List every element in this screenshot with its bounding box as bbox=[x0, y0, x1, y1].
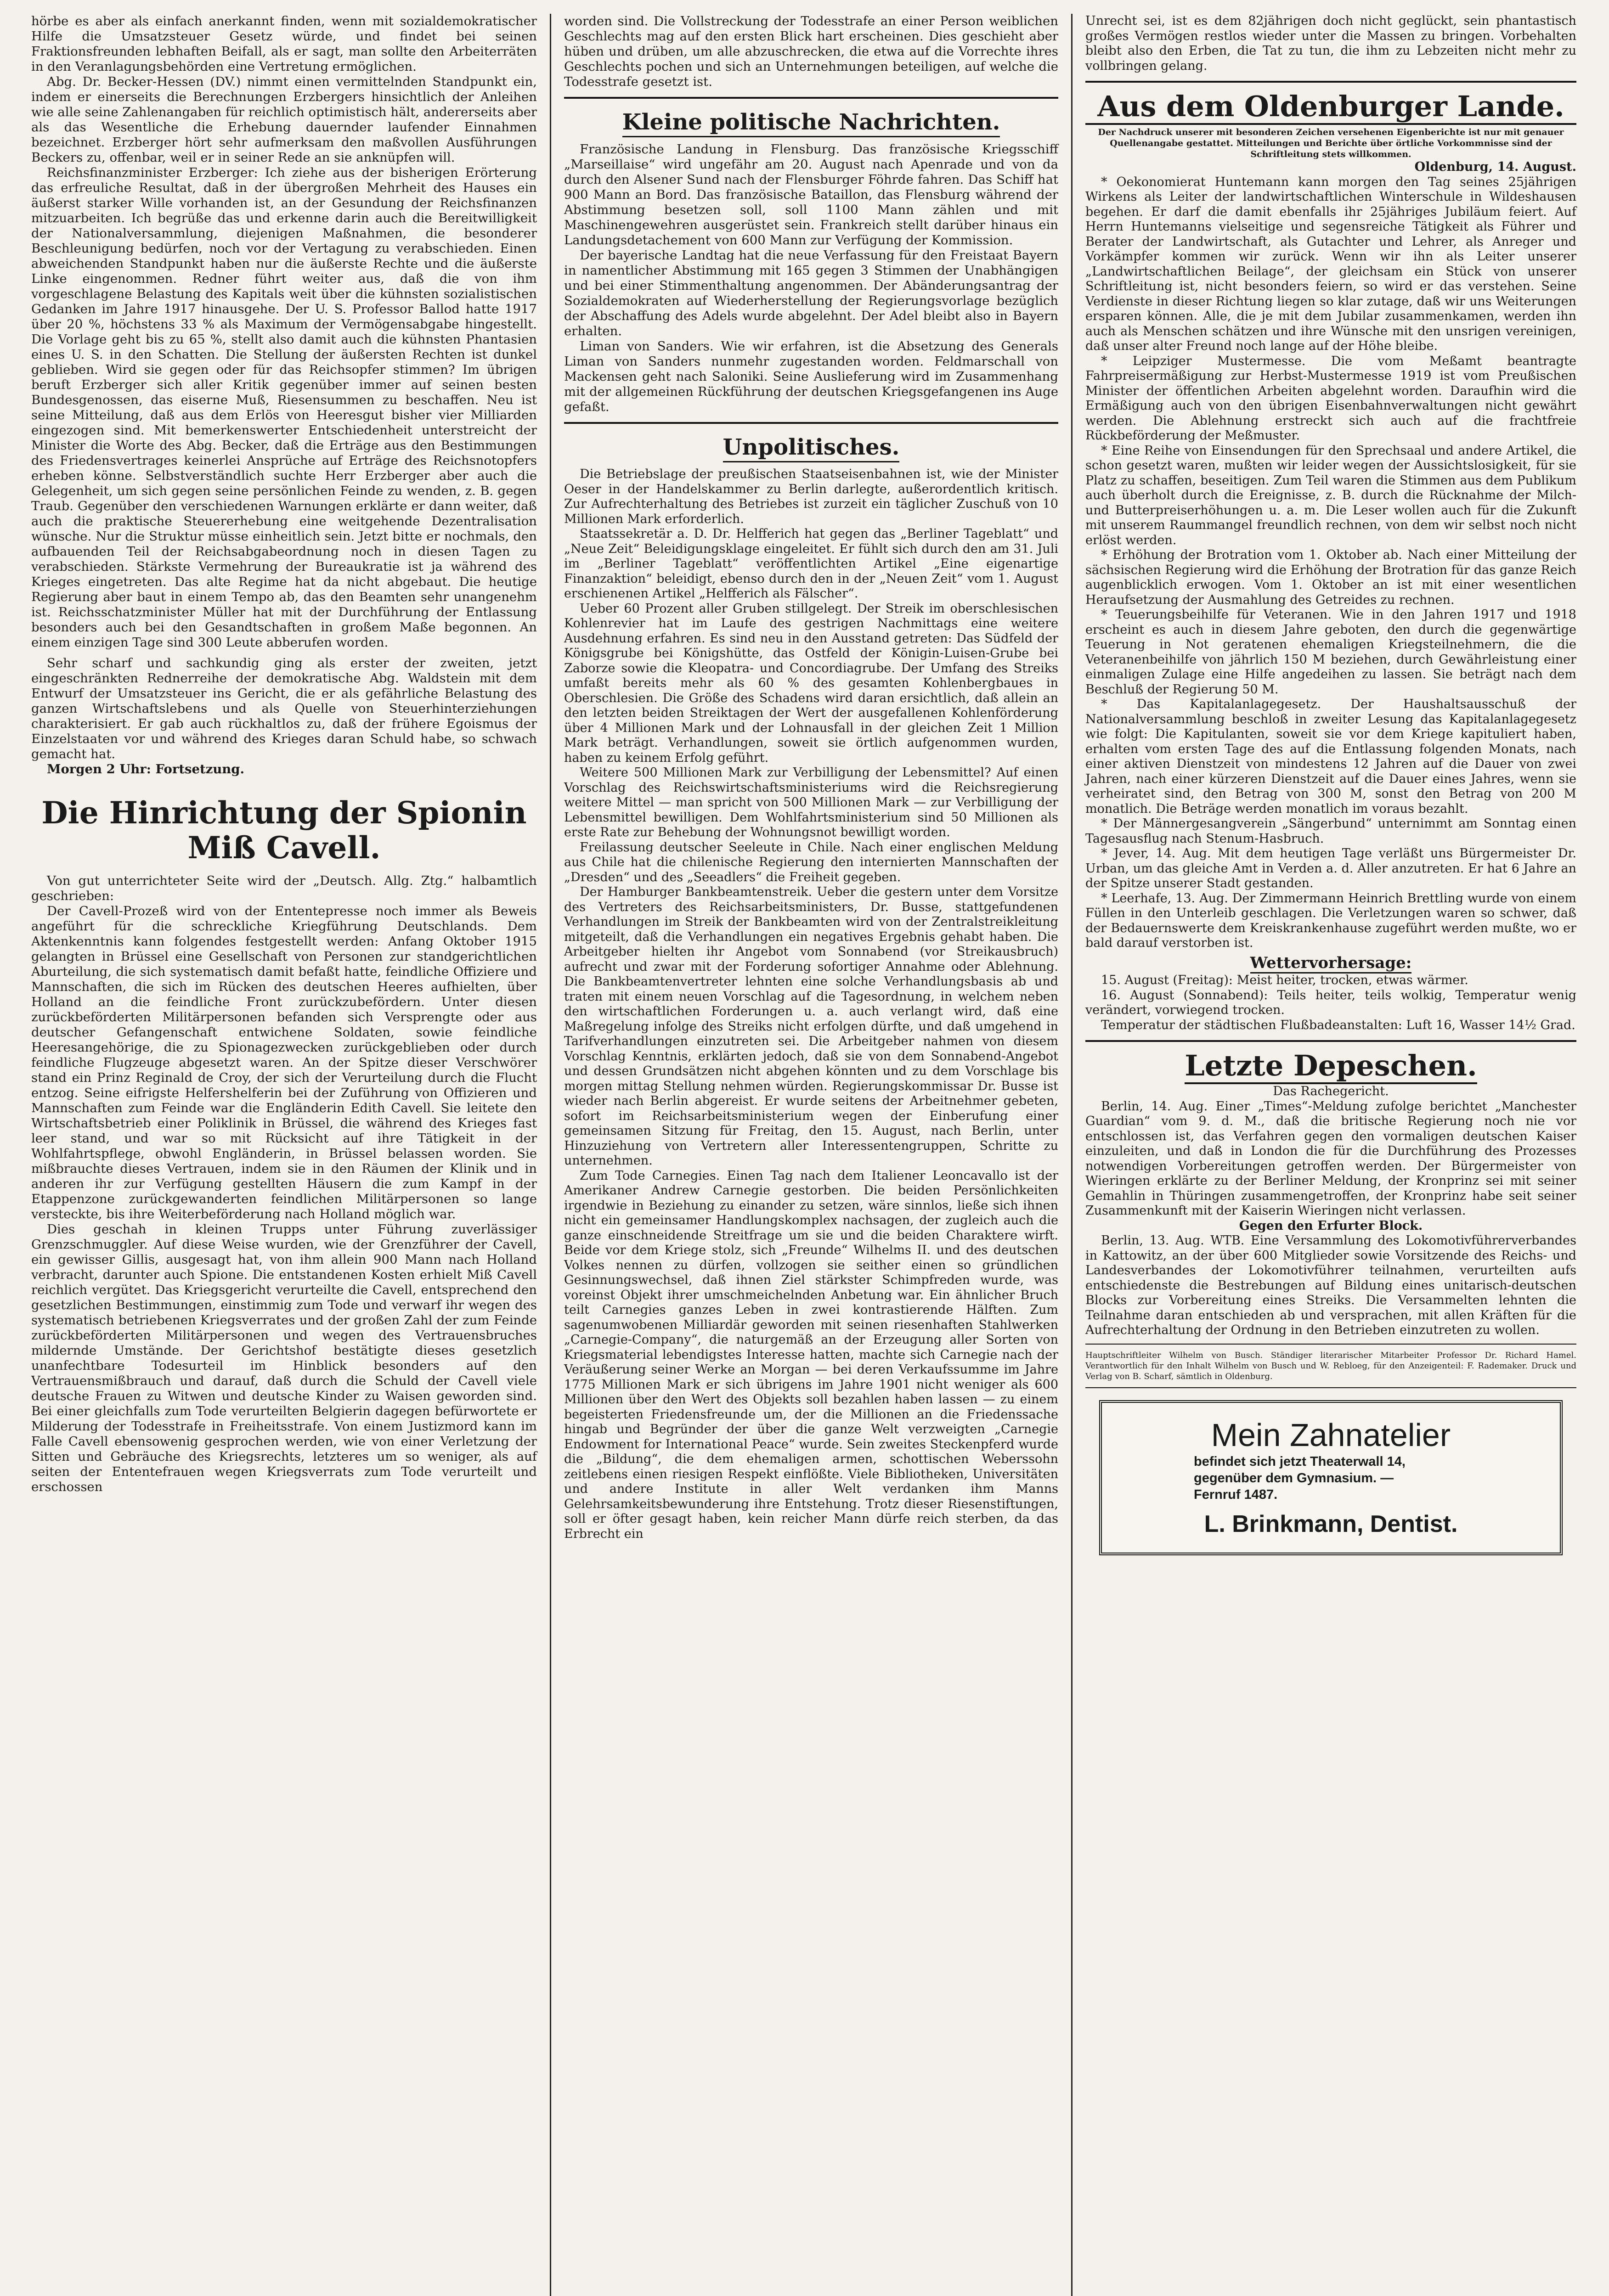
article-text: Liman von Sanders. Wie wir erfahren, ist die Absetzung des Generals Liman von Sanders nunmehr zugestanden worden. Feldmarschall von Mackensen geht nach Saloniki. Seine Auslieferung wird im Zusammenhang mit der allgemeinen Rückführung der deutschen Kriegsgefangenen ins Auge gefaßt. bbox=[564, 339, 1058, 414]
article-text: Dies geschah in kleinen Trupps unter Führung zuverlässiger Grenzschmuggler. Auf diese Weise wurden, wie der Grenzführer der Cavell, ein gewisser Gillis, ausgesagt hat, von ihm allein 900 Mann nach Holland verbracht, darunter auch Spione. Die entstandenen Kosten erhielt Miß Cavell reichlich vergütet. Das Kriegsgericht verurteilte die Cavell, entsprechend den gesetzlichen Bestimmungen, einstimmig zum Tode und verwarf ihr wegen des systematisch betriebenen Kriegsverrates und der großen Zahl der zum Feinde zurückbeförderten Militärpersonen und wegen des Vertrauensbruches mildernde Umstände. Der Gerichtshof bestätigte dieses gesetzlich unanfechtbare Todesurteil im Hinblick besonders auf den Vertrauensmißbrauch und darauf, daß durch die Schuld der Cavell viele deutsche Frauen zu Witwen und deutsche Kinder zu Waisen geworden sind. Bei einer gleichfalls zum Tode verurteilten Belgierin dagegen befürwortete er Milderung der Todesstrafe in Freiheitsstrafe. Von einem Justizmord kann im Falle Cavell ebensowenig gesprochen werden, wie von einer Verletzung der Sitten und Gebräuche des Kriegsrechts, letzteres um so weniger, als auf seiten der Ententefrauen wegen Kriegsverrats zum Tode verurteilt und erschossen bbox=[31, 1222, 537, 1494]
article-text: Berlin, 14. Aug. Einer „Times“-Meldung zufolge berichtet „Manchester Guardian“ vom 9. d. M., daß die britische Regierung noch nie vor entschlossen ist, das Verfahren gegen den vormaligen deutschen Kaiser einzuleiten, und daß in London die für die Durchführung des Prozesses notwendigen Vorbereitungen getroffen werden. Der Bürgermeister von Wieringen erklärte zu der Berliner Meldung, der Kronprinz sei mit seiner Gemahlin in Thüringen zusammengetroffen, der Kronprinz habe seit seiner Zusammenkunft mit der Kaiserin Wieringen nicht verlassen. bbox=[1085, 1099, 1576, 1218]
ad-title: Mein Zahnatelier bbox=[1211, 1417, 1451, 1453]
article-text: * Oekonomierat Huntemann kann morgen den Tag seines 25jährigen Wirkens als Leiter der landwirtschaftlichen Winterschule in Wildeshausen begehen. Er darf die damit ebenfalls ihr 25jähriges Jubiläum feiert. Auf Herrn Huntemanns vielseitige und segensreiche Tätigkeit als Führer und Berater der Landwirtschaft, als Gutachter und Lehrer, als Anreger und Vorkämpfer kommen wir zurück. Wenn wir ihn als Leiter unserer „Landwirtschaftlichen Beilage“, der gleichsam ein Stück von unserer Schriftleitung ist, nicht besonders feiern, so wird er das verstehen. Seine Verdienste in dieser Richtung liegen so klar zutage, daß wir uns Weiterungen ersparen können. Alle, die je mit dem Jubilar zusammenkamen, werden ihn auch als Menschen schätzen und ihre Wünsche mit den unsrigen vereinigen, daß unser alter Freund noch lange auf der Höhe bleibe. bbox=[1085, 174, 1576, 353]
section-heading-depeschen bbox=[1085, 1049, 1576, 1082]
article-text: * Das Kapitalanlagegesetz. Der Haushaltsausschuß der Nationalversammlung beschloß in zweiter Lesung das Kapitalanlagegesetz wie folgt: Die Kapitulanten, soweit sie vor dem Kriege kapituliert haben, erhalten vom ersten Tage des auf die Entlassung folgenden Monats, nach einer aktiven Dienstzeit von mindestens 12 Jahren auf die Dauer von zwei Jahren, nach einer kürzeren Dienstzeit auf die Dauer eines Jahres, wenn sie verheiratet sind, den Betrag von 300 M, sonst den Betrag von 200 M monatlich. Die Beträge werden monatlich im voraus bezahlt. bbox=[1085, 697, 1576, 816]
article-text: Abg. Dr. Becker-Hessen (DV.) nimmt einen vermittelnden Standpunkt ein, indem er einerseits die Berechnungen Erzbergers hinsichtlich der Anleihen wie alle seine Zahlenangaben für reichlich optimistisch hält, andererseits aber als das Wesentliche die Erhebung dauernder laufender Einnahmen bezeichnet. Erzberger hört sehr aufmerksam den maßvollen Ausführungen Beckers zu, offenbar, weil er in seiner Rede an sie anknüpfen will. bbox=[31, 74, 537, 165]
article-text: Zum Tode Carnegies. Einen Tag nach dem Italiener Leoncavallo ist der Amerikaner Andrew Carnegie gestorben. Die beiden Persönlichkeiten irgendwie in Beziehung zu einander zu setzen, wäre sinnlos, ließe sich ihnen nicht ein gemeinsamer Handlungskomplex nachsagen, der zugleich auch die ganze einschneidende Streitfrage um sie und die beiden Charaktere wirft. Beide vor dem Kriege stolz, sich „Freunde“ Wilhelms II. und des deutschen Volkes nennen zu dürfen, vollzogen sie seither einen so gründlichen Gesinnungswechsel, daß ihnen Ziel stärkster Schimpfreden wurde, was voreinst Objekt ihrer umschmeichelnden Anbetung war. Ein ähnlicher Bruch teilt Carnegies ganzes Leben in zwei kontrastierende Hälften. Zum sagenumwobenen Milliardär geworden mit seinen riesenhaften Stahlwerken „Carnegie-Company“, die naturgemäß an der Erzeugung aller Sorten von Kriegsmaterial lebendigstes Interesse hatten, machte sich Carnegie nach der Veräußerung seiner Werke an Morgan — bei deren Verkaufssumme im Jahre 1775 Millionen Mark er sich übrigens im Jahre 1901 nicht weniger als 600 Millionen über den Wert des Objekts soll bezahlen haben lassen — zu einem begeisterten Friedensfreunde um, der die Millionen an die Friedenssache hingab und Begründer der über die ganze Welt verzweigten „Carnegie Endowment for International Peace“ wurde. Sein zweites Steckenpferd wurde die „Bildung“, die dem ehemaligen armen, schottischen Weberssohn zeitlebens einen riesigen Respekt einflößte. Viele Bibliotheken, Universitäten und andere Institute in aller Welt verdanken ihm Manns Gelehrsamkeitsbewunderung ihre Entstehung. Trotz dieser Riesenstiftungen, soll er öfter gesagt haben, kein reicher Mann dürfe reich sterben, da das Erbrecht ein bbox=[564, 1168, 1058, 1541]
column-1 bbox=[18, 14, 551, 2296]
article-text: Reichsfinanzminister Erzberger: Ich ziehe aus der bisherigen Erörterung das erfreuliche Resultat, daß in der übergroßen Mehrheit des Hauses ein äußerst starker Wille vorhanden ist, an der Gesundung der Reichsfinanzen mitzuarbeiten. Ich begrüße das und erkenne darin auch die Bereitwilligkeit der Nationalversammlung, diejenigen Maßnahmen, die besonderer Beschleunigung bedürfen, noch vor der Vertagung zu verabschieden. Einen abweichenden Standpunkt haben nur die äußerste Rechte und die äußerste Linke eingenommen. Redner führt weiter aus, daß die von ihm vorgeschlagene Belastung des Kapitals weit über die kühnsten sozialistischen Gedanken im Jahre 1917 hinausgehe. Der U. S. Professor Ballod hatte 1917 über 20 %, höchstens 33 % als Maximum der Vermögensabgabe hingestellt. Die Vorlage geht bis zu 65 %, stellt also damit auch die kühnsten Phantasien eines U. S. in den Schatten. Die Stellung der äußersten Rechten ist dunkel geblieben. Wird sie gegen oder für das Reichsopfer stimmen? Im übrigen beruft Erzberger sich aller Kritik gegenüber immer auf seinen besten Bundesgenossen, das eiserne Muß, Riesensummen zu beschaffen. Neu ist seine Mitteilung, daß aus dem Erlös von Heeresgut bisher vier Milliarden eingezogen sind. Mit bemerkenswerter Entschiedenheit unterstreicht der Minister die Worte des Abg. Becker, daß die Erträge aus den Bestimmungen des Friedensvertrages keinerlei Ansprüche auf Erträge des Reichsnotopfers erheben könne. Selbstverständlich suchte Herr Erzberger aber auch die Gelegenheit, um sich gegen seine persönlichen Feinde zu wenden, z. B. gegen Traub. Gegenüber den verschiedenen Warnungen erklärte er dann weiter, daß auch die praktische Steuererhebung eine weitgehende Dezentralisation wünsche. Nur die Struktur müsse einheitlich sein. Jetzt bitte er nochmals, den aufbauenden Teil der Reichsabgabeordnung noch in diesen Tagen zu verabschieden. Stärkste Vermehrung der Bureaukratie ist ja während des Krieges eingetreten. Das alte Regime hat da nicht abgebaut. Die heutige Regierung aber baut in einem Tempo ab, das den Beamten sehr unangenehm ist. Reichsschatzminister Müller hat mit der Durchführung der Entlassung besonders auch bei den Gesandtschaften in großem Maße begonnen. An einem einzigen Tage sind 300 Leute abberufen worden. bbox=[31, 165, 537, 650]
imprint: Hauptschriftleiter Wilhelm von Busch. Ständiger literarischer Mitarbeiter Professor Dr. Richard Hamel. Verantwortlich für den Inhalt Wilhelm von Busch und W. Rebloeg, für den Anzeigenteil: F. Rademaker. Druck und Verlag von B. Scharf, sämtlich in Oldenburg. bbox=[1085, 1350, 1576, 1381]
article-text: worden sind. Die Vollstreckung der Todesstrafe an einer Person weiblichen Geschlechts mag auf den ersten Blick hart erscheinen. Dies geschieht aber hüben und drüben, um alle abzuschrecken, die etwa auf die Vorrechte ihres Geschlechts pochen und sich an Unternehmungen beteiligen, auf welche die Todesstrafe gesetzt ist. bbox=[564, 14, 1058, 89]
article-text: Die Betriebslage der preußischen Staatseisenbahnen ist, wie der Minister Oeser in der Handelskammer zu Berlin darlegte, außerordentlich kritisch. Zur Aufrechterhaltung des Betriebes ist zurzeit ein täglicher Zuschuß von 10 Millionen Mark erforderlich. bbox=[564, 467, 1058, 526]
article-text: Französische Landung in Flensburg. Das französische Kriegsschiff „Marseillaise“ wird ungefähr am 20. August nach Apenrade und von da durch den Alsener Sund nach der Flensburger Föhrde fahren. Das Schiff hat 900 Mann an Bord. Das französische Bataillon, das Flensburg während der Abstimmung besetzen soll, soll 1100 Mann zählen und mit Maschinengewehren ausgerüstet sein. Frankreich stellt darüber hinaus ein Landungsdetachement von 600 Mann zur Verfügung der Kommission. bbox=[564, 142, 1058, 248]
article-text: Ueber 60 Prozent aller Gruben stillgelegt. Der Streik im oberschlesischen Kohlenrevier hat im Laufe des gestrigen Nachmittags eine weitere Ausdehnung erfahren. Es sind neu in den Ausstand getreten: Das Südfeld der Königsgrube bei Königshütte, das Ostfeld der Königin-Luisen-Grube bei Zaborze sowie die Kleopatra- und Concordiagrube. Der Umfang des Streiks umfaßt bereits mehr als 60 % des gesamten Kohlenbergbaues in Oberschlesien. Die Größe des Schadens wird daran ersichtlich, daß allein an den letzten beiden Streiktagen der Wert der ausgefallenen Kohlenförderung über 4 Millionen Mark und der Lohnausfall in der gleichen Zeit 1 Million Mark beträgt. Verhandlungen, soweit sie örtlich aufgenommen wurden, haben zu keinem Erfolg geführt. bbox=[564, 601, 1058, 765]
article-text: * Erhöhung der Brotration vom 1. Oktober ab. Nach einer Mitteilung der sächsischen Regierung wird die Erhöhung der Brotration für das ganze Reich augenblicklich erwogen. Vom 1. Oktober an ist mit einer wesentlichen Heraufsetzung der Ausmahlung des Getreides zu rechnen. bbox=[1085, 548, 1576, 607]
article-text: * Eine Reihe von Einsendungen für den Sprechsaal und andere Artikel, die schon gesetzt waren, mußten wir leider wegen der Aussichtslosigkeit, für sie Platz zu schaffen, beseitigen. Zum Teil waren die Stimmen aus dem Publikum auch überholt durch die Ereignisse, z. B. durch die Rücknahme der Milch- und Butterpreiserhöhungen u. a. m. Die Leser wollen auch für die Zukunft mit unserem Raummangel freundlich rechnen, von dem wir selbst noch nicht erlöst werden. bbox=[1085, 443, 1576, 547]
article-text: Weitere 500 Millionen Mark zur Verbilligung der Lebensmittel? Auf einen Vorschlag des Reichswirtschaftsministeriums wird die Reichsregierung weitere Mittel — man spricht von 500 Millionen Mark — zur Verbilligung der Lebensmittel bewilligen. Dem Wohlfahrtsministerium sind 50 Millionen als erste Rate zur Behebung der Wohnungsnot bewilligt worden. bbox=[564, 765, 1058, 839]
headline-cavell: Die Hinrichtung der Spionin Miß Cavell. bbox=[41, 795, 527, 866]
section-heading-text: Unpolitisches. bbox=[723, 434, 900, 462]
newspaper-page bbox=[18, 14, 1589, 2296]
article-text: * Teuerungsbeihilfe für Veteranen. Wie in den Jahren 1917 und 1918 erscheint es auch in diesem Jahre geboten, den durch die gegenwärtige Teuerung in Not geratenen ehemaligen Kriegsteilnehmern, die die Veteranenbeihilfe von jährlich 150 M beziehen, durch Gewährleistung einer einmaligen Zulage eine Hilfe angedeihen zu lassen. Sie beträgt nach dem Beschluß der Regierung 50 M. bbox=[1085, 608, 1576, 697]
advertisement-dentist bbox=[1099, 1400, 1563, 1555]
weather-heading bbox=[1085, 953, 1576, 972]
ad-line: befindet sich jetzt Theaterwall 14, bbox=[1194, 1454, 1406, 1469]
article-text: hörbe es aber als einfach anerkannt finden, wenn mit sozialdemokratischer Hilfe die Umsatzsteuer Gesetz würde, und findet bei seinen Fraktionsfreunden lebhaften Beifall, als er sagt, man sollte den Arbeiterräten in den Veranlagungsbehörden eine Vertretung ermöglichen. bbox=[31, 14, 537, 74]
article-text: Berlin, 13. Aug. WTB. Eine Versammlung des Lokomotivführerverbandes in Kattowitz, an der über 600 Mitglieder sowie Vorsitzende des Reichs- und Landesverbandes der Lokomotivführer teilnahmen, verurteilten aufs entschiedenste die Bestrebungen auf Bildung eines unitarisch-deutschen Blocks zur Vorbereitung eines Streiks. Die Versammelten lehnten die Teilnahme daran entschieden ab und versprachen, mit allen Kräften für die Aufrechterhaltung der Ordnung in den Betrieben einzutreten zu wollen. bbox=[1085, 1233, 1576, 1337]
section-heading-text: Kleine politische Nachrichten. bbox=[622, 109, 1000, 137]
section-divider bbox=[1085, 1387, 1576, 1388]
section-heading bbox=[564, 109, 1058, 135]
section-heading-oldenburg: Aus dem Oldenburger Lande. bbox=[1085, 90, 1576, 125]
reprint-note: Der Nachdruck unserer mit besonderen Zeichen versehenen Eigenberichte ist nur mit genauer Quellenangabe gestattet. Mitteilungen und Berichte über örtliche Vorkommnisse sind der Schriftleitung stets willkommen. bbox=[1098, 127, 1564, 159]
weather-line: Temperatur der städtischen Flußbadeanstalten: Luft 16, Wasser 14½ Grad. bbox=[1101, 1018, 1575, 1032]
weather-line: 16. August (Sonnabend): Teils heiter, teils wolkig, Temperatur wenig verändert, vorwiegend trocken. bbox=[1085, 988, 1576, 1017]
column-3 bbox=[1073, 14, 1589, 2296]
ad-line: Fernruf 1487. bbox=[1194, 1487, 1278, 1502]
column-2 bbox=[551, 14, 1073, 2296]
article-text: Unrecht sei, ist es dem 82jährigen doch nicht geglückt, sein phantastisch großes Vermögen restlos wieder unter die Massen zu bringen. Vorbehalten bleibt also den Erben, die Tat zu tun, die ihm zu Lebzeiten nicht mehr zu vollbringen gelang. bbox=[1085, 14, 1576, 73]
article-text: Der Hamburger Bankbeamtenstreik. Ueber die gestern unter dem Vorsitze des Vertreters des Reichsarbeitsministers, Dr. Busse, stattgefundenen Verhandlungen im Streik der Bankbeamten wird von der Zentralstreikleitung mitgeteilt, daß die Verhandlungen ein negatives Ergebnis gehabt haben. Die Arbeitgeber hielten ihr Angebot vom Sonnabend (vor Streikausbruch) aufrecht und zwar mit der Forderung sofortiger Annahme oder Ablehnung. Die Bankbeamtenvertreter lehnten eine solche Verhandlungsbasis ab und traten mit einem neuen Vorschlag auf die Tagesordnung, in welchem neben den wirtschaftlichen Forderungen u. a. auch verlangt wird, daß eine Maßregelung infolge des Streiks nicht erfolgen dürfte, und daß umgehend in Tarifverhandlungen einzutreten sei. Die Arbeitgeber nahmen von diesem Vorschlag Kenntnis, erklärten jedoch, daß sie von dem Sonnabend-Angebot und dessen Grundsätzen nicht abgehen könnten und zu dem Vorschlage bis morgen mittag Stellung nehmen würden. Regierungskommissar Dr. Busse ist wieder nach Berlin abgereist. Er wurde seitens der Arbeitnehmer gebeten, sofort im Reichsarbeitsministerium wegen der Einberufung einer gemeinsamen Sitzung für Freitag, den 15. August, nach Berlin, unter Hinzuziehung von Vertretern aller Interessentengruppen, Schritte zu unternehmen. bbox=[564, 885, 1058, 1168]
article-text: * Jever, 14. Aug. Mit dem heutigen Tage verläßt uns Bürgermeister Dr. Urban, um das gleiche Amt in Verden a. d. Aller anzutreten. Er hat 6 Jahre an der Spitze unserer Stadt gestanden. bbox=[1085, 846, 1576, 890]
weather-line: 15. August (Freitag): Meist heiter, trocken, etwas wärmer. bbox=[1101, 973, 1468, 987]
article-text: * Leipziger Mustermesse. Die vom Meßamt beantragte Fahrpreisermäßigung zur Herbst-Mustermesse 1919 ist vom Preußischen Minister der öffentlichen Arbeiten abgelehnt worden. Daraufhin wird die Ermäßigung auch von den übrigen Eisenbahnverwaltungen nicht gewährt werden. Die Ablehnung erstreckt sich auch auf die frachtfreie Rückbeförderung der Meßmuster. bbox=[1085, 354, 1576, 443]
article-text: Der Cavell-Prozeß wird von der Ententepresse noch immer als Beweis angeführt für die schreckliche Kriegführung Deutschlands. Dem Aktenkenntnis kann folgendes festgestellt werden: Anfang Oktober 1915 gelangten in Brüssel eine Gesellschaft von Personen zur standgerichtlichen Aburteilung, die sich systematisch damit befaßt hatte, feindliche Offiziere und Mannschaften, die sich im Rücken des deutschen Heeres aufhielten, über Holland an die feindliche Front zurückzubefördern. Unter diesen zurückbeförderten Militärpersonen befanden sich Versprengte oder aus deutscher Gefangenschaft entwichene Soldaten, sowie feindliche Heeresangehörige, die zu Spionagezwecken zurückgeblieben oder durch feindliche Flugzeuge abgesetzt waren. An der Spitze dieser Verschwörer stand ein Prinz Reginald de Croy, der sich der Verurteilung durch die Flucht entzog. Seine eifrigste Helfershelferin bei der Zuführung von Offizieren und Mannschaften zum Feinde war die Engländerin Edith Cavell. Sie leitete den Wirtschaftsbetrieb einer Poliklinik in Brüssel, die während des Krieges fast leer stand, und war so mit Rücksicht auf ihre Tätigkeit in der Wohlfahrtspflege, obwohl Engländerin, in Brüssel belassen worden. Sie mißbrauchte dieses Vertrauen, indem sie in den Räumen der Klinik und in anderen ihr zur Verfügung gestellten Häusern die zum Kampf in der Etappenzone zurückgewanderten feindlichen Militärpersonen so lange versteckte, bis ihre Weiterbeförderung nach Holland möglich war. bbox=[31, 904, 537, 1221]
article-text: Staatssekretär a. D. Dr. Helfferich hat gegen das „Berliner Tageblatt“ und „Neue Zeit“ Beleidigungsklage eingeleitet. Er fühlt sich durch den am 31. Juli im „Berliner Tageblatt“ veröffentlichten Artikel „Eine eigenartige Finanzaktion“ beleidigt, ebenso durch den in der „Neuen Zeit“ vom 1. August erschienenen Artikel „Helfferich als Fälscher“. bbox=[564, 527, 1058, 601]
article-text: * Leerhafe, 13. Aug. Der Zimmermann Heinrich Brettling wurde von einem Füllen in den Unterleib geschlagen. Die Verletzungen waren so schwer, daß der Bedauernswerte dem Kreiskrankenhause zugeführt werden mußte, wo er bald darauf verstorben ist. bbox=[1085, 891, 1576, 950]
ad-signature: L. Brinkmann, Dentist. bbox=[1204, 1510, 1458, 1537]
weather-heading-text: Wettervorhersage: bbox=[1250, 954, 1412, 974]
article-text: Sehr scharf und sachkundig ging als erster der zweiten, jetzt eingeschränkten Rednerreihe der demokratische Abg. Waldstein mit dem Entwurf der Umsatzsteuer ins Gericht, die er als gefährliche Belastung des ganzen Wirtschaftslebens und als Quelle von Steuerhinterziehungen charakterisiert. Er gab auch rückhaltlos zu, daß der frühere Egoismus der Einzelstaaten vor und während des Krieges daran Schuld habe, so schwach gemacht hat. bbox=[31, 656, 537, 761]
section-divider bbox=[564, 422, 1058, 424]
article-text: * Der Männergesangverein „Sängerbund“ unternimmt am Sonntag einen Tagesausflug nach Stenum-Hasbruch. bbox=[1085, 816, 1576, 846]
article-text: Morgen 2 Uhr: Fortsetzung. bbox=[47, 762, 245, 777]
article-text: Von gut unterrichteter Seite wird der „Deutsch. Allg. Ztg.“ halbamtlich geschrieben: bbox=[31, 873, 537, 903]
ad-line: gegenüber dem Gymnasium. — bbox=[1194, 1470, 1394, 1486]
section-divider bbox=[1085, 81, 1576, 83]
section-divider bbox=[1085, 1344, 1576, 1345]
section-divider bbox=[1085, 1040, 1576, 1042]
article-text: Der bayerische Landtag hat die neue Verfassung für den Freistaat Bayern in namentlicher Abstimmung mit 165 gegen 3 Stimmen der Unabhängigen und bei einer Stimmenthaltung angenommen. Der Abänderungsantrag der Sozialdemokraten auf Wiederherstellung der Regierungsvorlage bezüglich der Abschaffung des Adels wurde abgelehnt. Der Adel bleibt also in Bayern erhalten. bbox=[564, 248, 1058, 338]
section-heading-text: Letzte Depeschen. bbox=[1185, 1049, 1477, 1084]
dateline: Oldenburg, 14. August. bbox=[1414, 160, 1576, 174]
article-text: Freilassung deutscher Seeleute in Chile. Nach einer englischen Meldung aus Chile hat die chilenische Regierung den internierten Mannschaften der „Dresden“ und des „Seeadlers“ die Freiheit gegeben. bbox=[564, 840, 1058, 884]
subheading: Gegen den Erfurter Block. bbox=[1239, 1218, 1423, 1233]
subheading: Das Rachegericht. bbox=[1273, 1084, 1389, 1098]
section-divider bbox=[564, 97, 1058, 99]
section-heading bbox=[564, 434, 1058, 461]
